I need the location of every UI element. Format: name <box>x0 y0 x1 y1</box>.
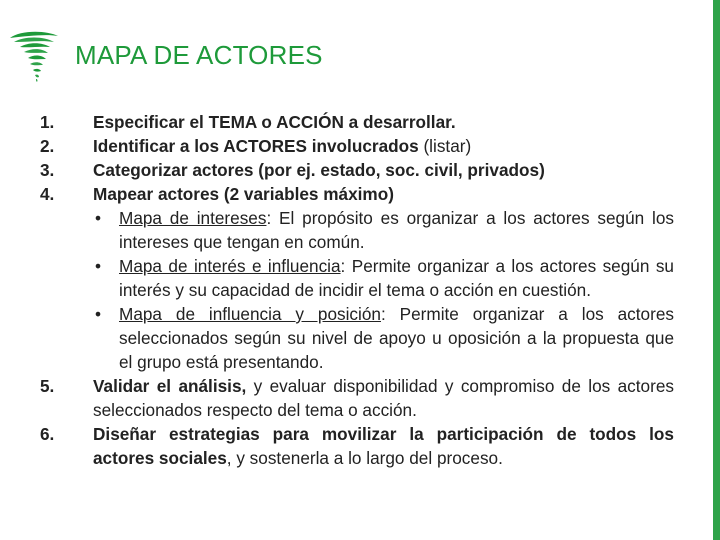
item-text: (listar) <box>418 136 472 156</box>
item-number: 5. <box>40 376 55 396</box>
bullet-icon: • <box>95 304 102 324</box>
item-number: 3. <box>40 160 55 180</box>
bullet-text: : Permite organizar a los actores según su interés y su capacidad de incidir el tema o acción en cuestión. <box>119 256 674 300</box>
bullet-item <box>93 254 674 302</box>
item-number: 6. <box>40 424 55 444</box>
bullet-icon: • <box>95 256 102 276</box>
item-text-bold: Diseñar estrategias para movilizar la participación de todos los actores sociales <box>93 424 674 468</box>
bullet-item <box>93 206 674 254</box>
item-text-bold: Identificar a los ACTORES involucrados <box>93 136 419 156</box>
bullet-term: Mapa de interés e influencia <box>119 256 341 276</box>
list-item <box>40 374 674 422</box>
accent-side-bar <box>713 0 720 540</box>
item-text: y evaluar disponibilidad y compromiso de los actores seleccionados respecto del tema o acción. <box>93 376 674 420</box>
sub-list <box>40 206 674 374</box>
list-item <box>40 158 674 182</box>
bullet-text: : Permite organizar a los actores seleccionados según su nivel de apoyo u oposición a la propuesta que el grupo está presentando. <box>119 304 674 372</box>
item-text-bold: Mapear actores (2 variables máximo) <box>93 184 394 204</box>
list-item <box>40 134 674 158</box>
list-item <box>40 110 674 134</box>
item-number: 2. <box>40 136 55 156</box>
item-text-bold: Validar el análisis, <box>93 376 247 396</box>
page-title: MAPA DE ACTORES <box>75 40 323 70</box>
list-item <box>40 182 674 206</box>
tornado-swirl-logo-icon <box>6 28 60 84</box>
bullet-item <box>93 302 674 374</box>
item-number: 4. <box>40 184 55 204</box>
bullet-term: Mapa de influencia y posición <box>119 304 381 324</box>
bullet-icon: • <box>95 208 102 228</box>
item-text-bold: Especificar el TEMA o ACCIÓN a desarrollar. <box>93 112 456 132</box>
item-text: , y sostenerla a lo largo del proceso. <box>226 448 503 468</box>
item-number: 1. <box>40 112 55 132</box>
bullet-text: : El propósito es organizar a los actores según los intereses que tengan en común. <box>119 208 674 252</box>
bullet-term: Mapa de intereses <box>119 208 267 228</box>
actor-map-steps <box>40 110 674 470</box>
list-item <box>40 422 674 470</box>
item-text-bold: Categorizar actores (por ej. estado, soc. civil, privados) <box>93 160 545 180</box>
